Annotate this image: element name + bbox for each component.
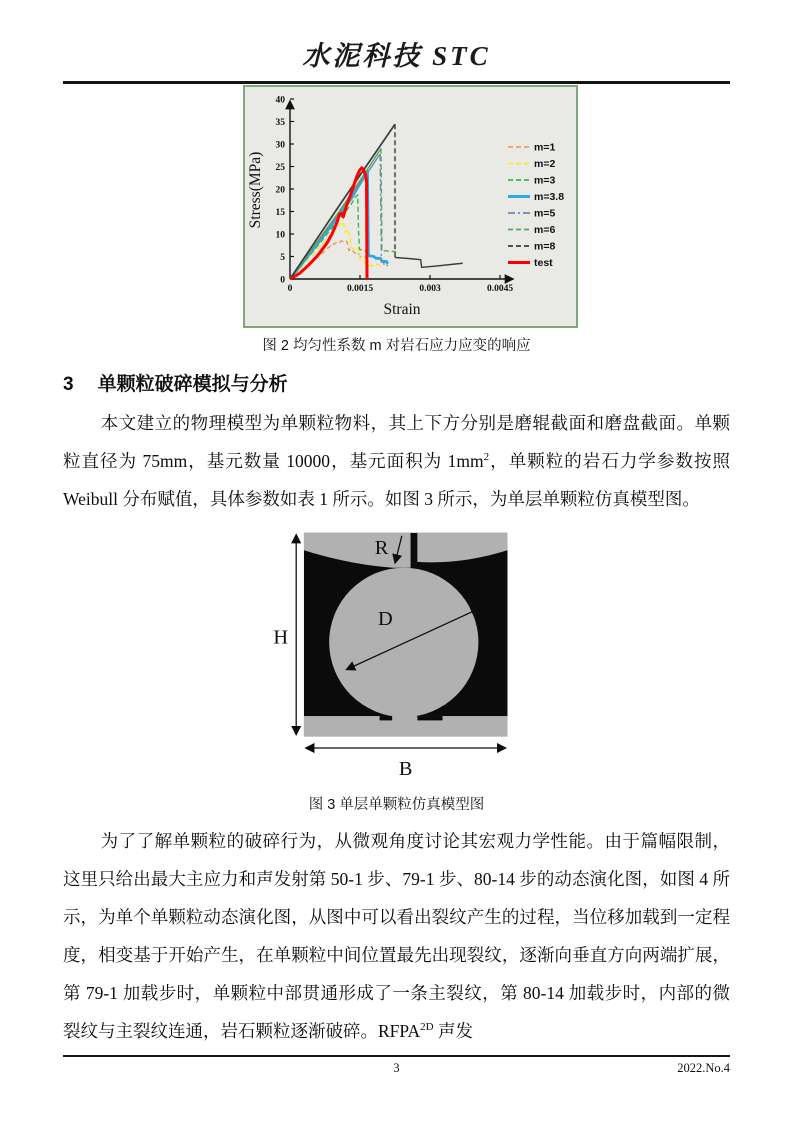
svg-text:m=3.8: m=3.8: [534, 191, 565, 204]
svg-text:30: 30: [275, 140, 285, 151]
disc-notch-left: [379, 716, 392, 720]
paragraph1-text-cont: ，单颗粒的岩石力学参数按照 Weibull 分布赋值，具体参数如表 1 所示。如图 3 所示，为单层单颗粒仿真模型图。: [63, 451, 731, 509]
paragraph2-text: 为了了解单颗粒的破碎行为，从微观角度讨论其宏观力学性能。由于篇幅限制，这里只给出最大主应力和声发射第 50-1 步、79-1 步、80-14 步的动态演化图，如图 4 所示，为单个单颗粒动态演化图，从图中可以看出裂纹产生的过程，当位移加载到一定程度，相变基于开始产生，在单颗粒中间位置最先出现裂纹，逐渐向垂直方向两端扩展，第 79-1 加载步时，单颗粒中部贯通形成了一条主裂纹，第 80-14 加载步时，内部的微裂纹与主裂纹连通，岩石颗粒逐渐破碎。RFPA: [63, 831, 730, 1041]
svg-text:m=5: m=5: [534, 207, 556, 220]
svg-text:40: 40: [275, 95, 285, 106]
issue-label: 2022.No.4: [677, 1061, 730, 1075]
svg-text:5: 5: [280, 253, 285, 263]
svg-text:m=8: m=8: [534, 240, 556, 253]
figure3-model-diagram: [0, 526, 793, 787]
footer-rule: [63, 1055, 730, 1057]
disc-notch-right: [417, 716, 442, 720]
section-number: 3: [63, 374, 74, 395]
superscript-2d: 2D: [420, 1021, 434, 1034]
svg-text:m=2: m=2: [534, 158, 556, 171]
svg-text:Stress(MPa): Stress(MPa): [247, 151, 264, 229]
radius-label: R: [374, 537, 388, 560]
figure3-caption: 图 3 单层单颗粒仿真模型图: [308, 797, 485, 813]
svg-text:m=3: m=3: [534, 174, 556, 187]
superscript-2: 2: [483, 451, 490, 464]
svg-text:0.0045: 0.0045: [486, 284, 514, 294]
section-title: 单颗粒破碎模拟与分析: [97, 374, 288, 395]
paragraph2-text-cont: 声发: [433, 1021, 473, 1041]
svg-text:m=6: m=6: [534, 224, 556, 237]
svg-text:20: 20: [275, 185, 285, 196]
diameter-label: D: [377, 607, 393, 630]
paragraph1-text: 本文建立的物理模型为单颗粒物料，其上下方分别是磨辊截面和磨盘截面。单颗粒直径为 75mm，基元数量 10000，基元面积为 1mm: [63, 413, 730, 471]
svg-text:Strain: Strain: [383, 301, 421, 318]
figure2-caption: 图 2 均匀性系数 m 对岩石应力应变的响应: [262, 338, 531, 354]
body-paragraph-2: [63, 822, 730, 1050]
svg-text:0.0015: 0.0015: [346, 284, 374, 294]
svg-text:15: 15: [275, 208, 285, 218]
svg-text:0: 0: [280, 275, 285, 286]
particle-circle: [329, 568, 478, 717]
svg-text:test: test: [534, 257, 553, 270]
svg-text:m=1: m=1: [534, 141, 556, 154]
header-rule: [63, 81, 730, 84]
width-label: B: [398, 758, 413, 781]
svg-text:35: 35: [275, 118, 285, 128]
section-heading: [63, 369, 730, 396]
disc-section: [303, 716, 507, 736]
figure3-svg: [271, 526, 523, 782]
svg-text:25: 25: [275, 163, 285, 173]
figure2-stress-strain-chart: [243, 85, 578, 328]
svg-text:0: 0: [287, 284, 293, 294]
stress-strain-chart-svg: [245, 87, 576, 326]
svg-text:0.003: 0.003: [419, 284, 441, 294]
height-label: H: [272, 626, 288, 649]
journal-header-title: 水泥科技 STC: [302, 41, 491, 71]
body-paragraph-1: [63, 404, 730, 518]
page-number: 3: [393, 1061, 400, 1075]
svg-text:10: 10: [275, 230, 285, 241]
